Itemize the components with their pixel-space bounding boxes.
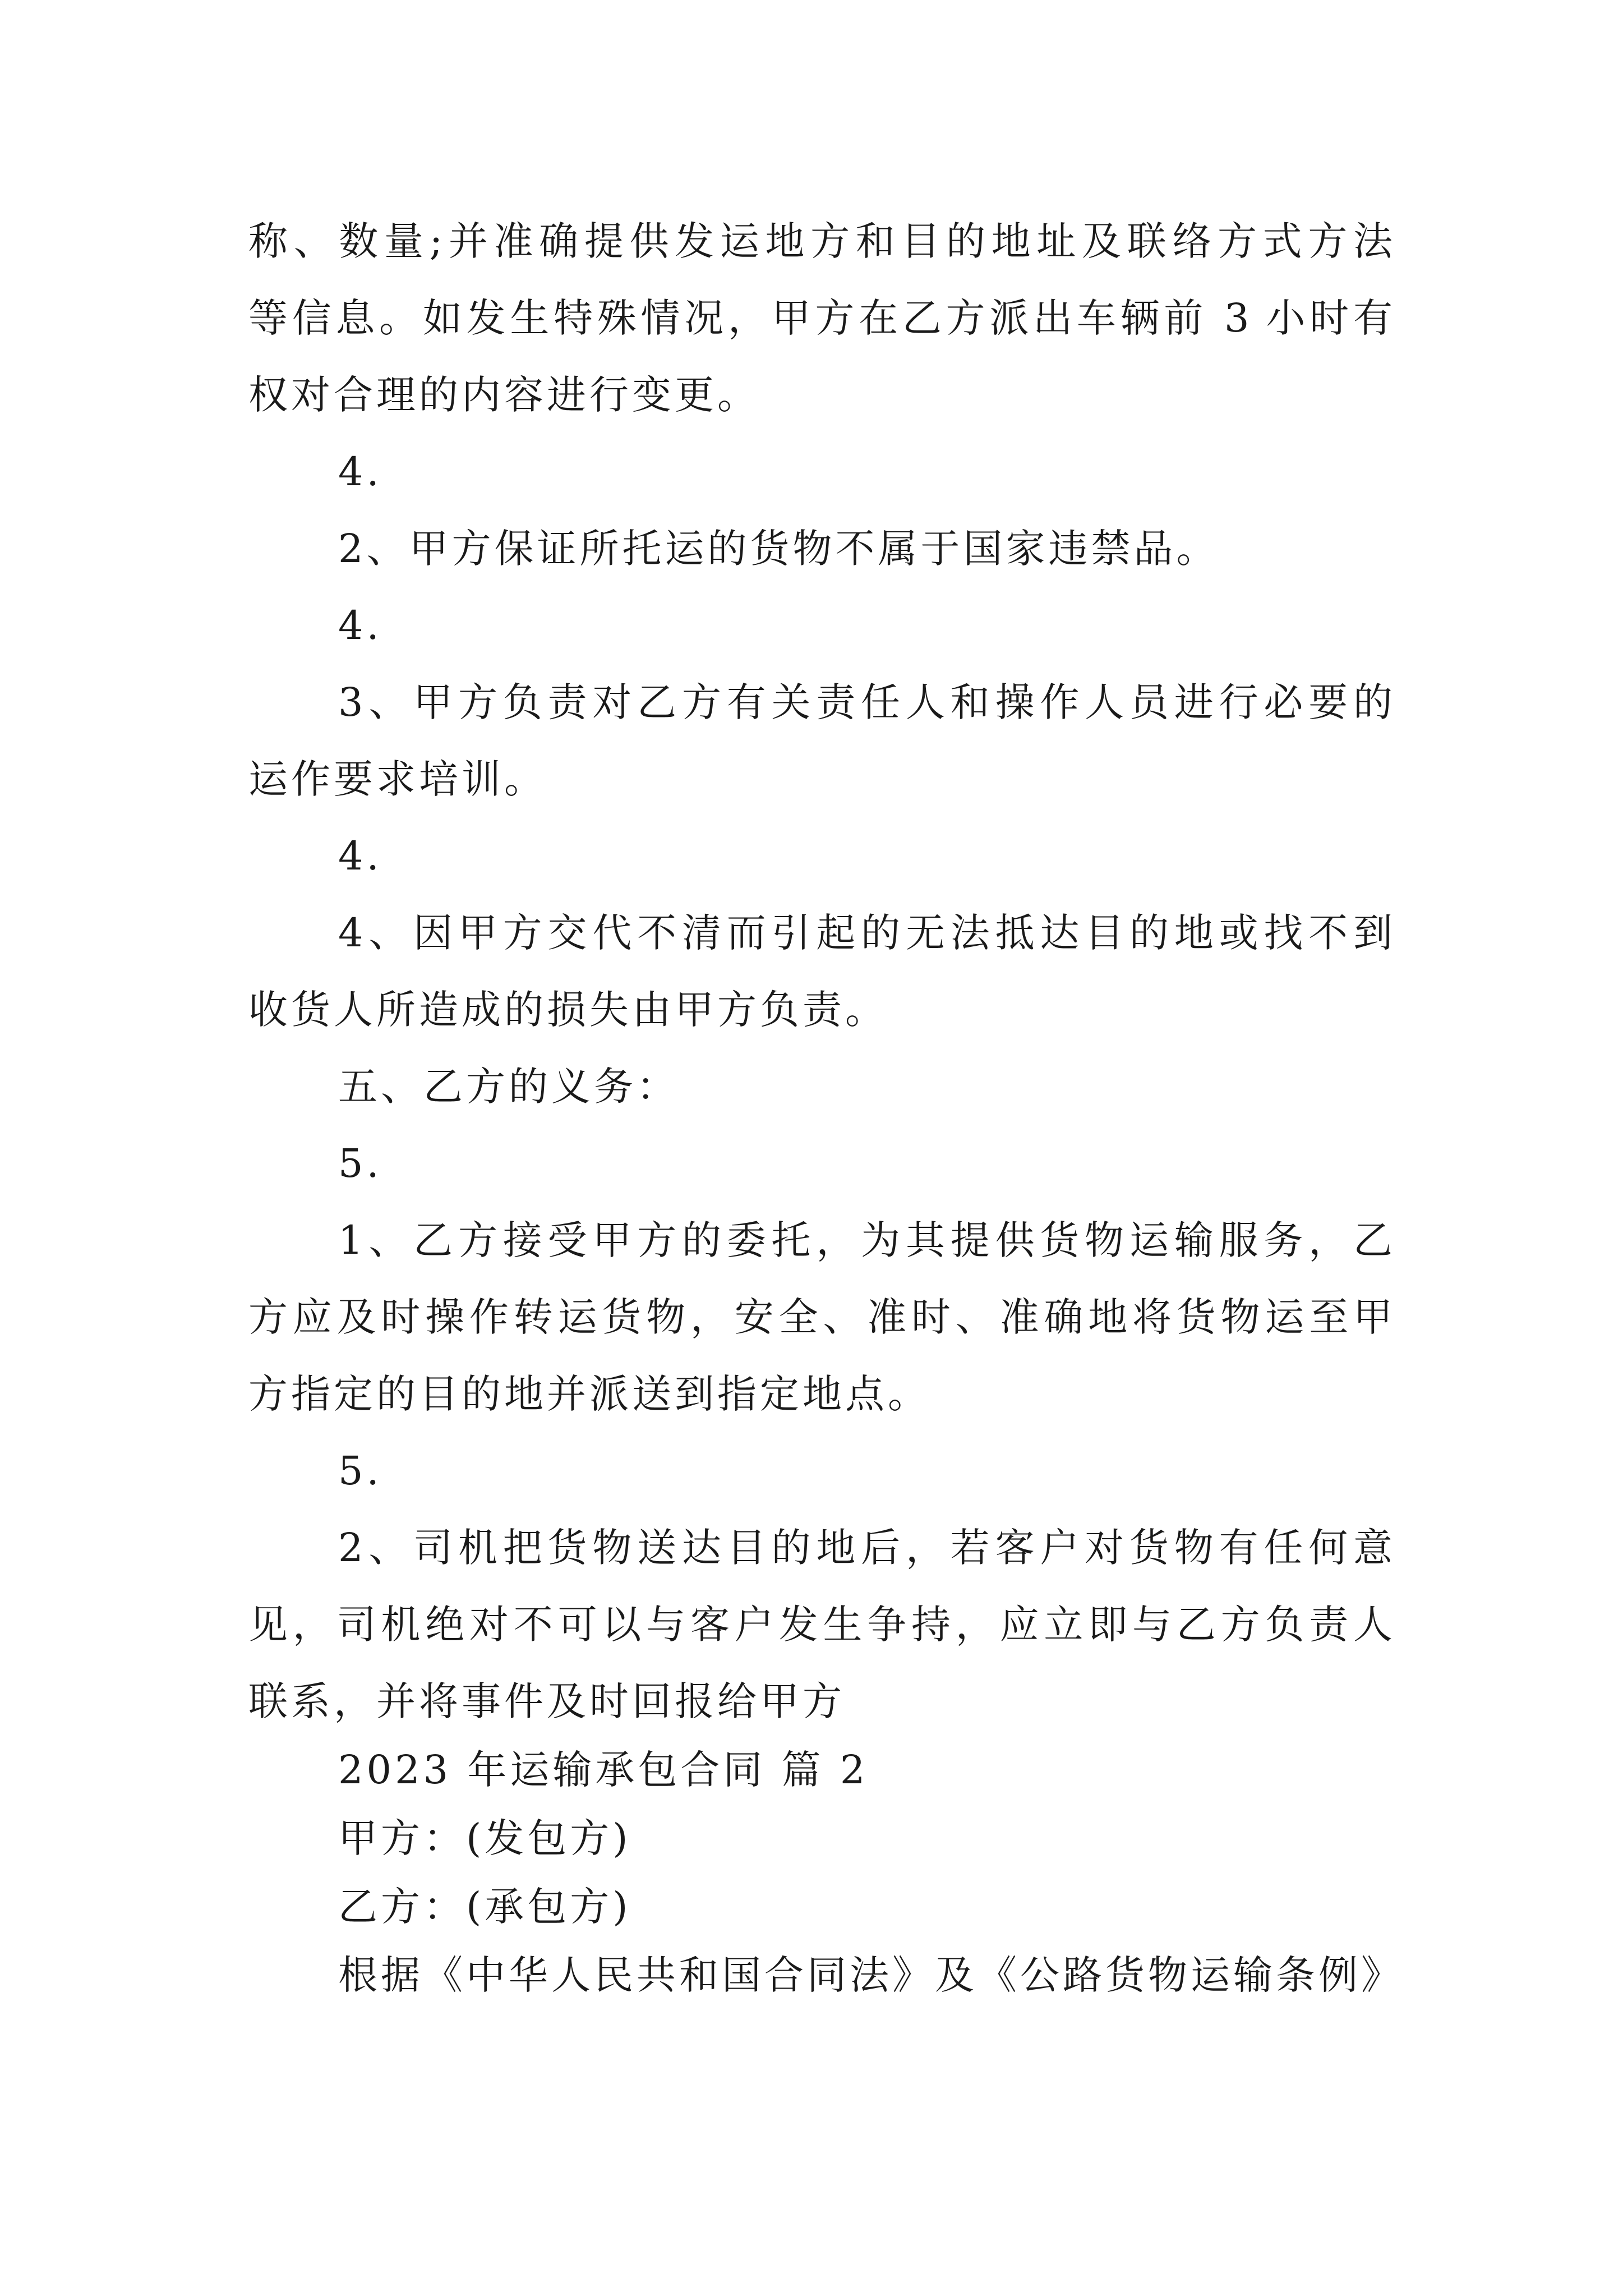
paragraph-line: 收货人所造成的损失由甲方负责。 (248, 987, 888, 1033)
paragraph-line: 4、因甲方交代不清而引起的无法抵达目的地或找不到 (338, 910, 1393, 956)
paragraph-line: 根据《中华人民共和国合同法》及《公路货物运输条例》 (338, 1952, 1404, 1998)
paragraph-line: 等信息。如发生特殊情况，甲方在乙方派出车辆前 3 小时有 (248, 295, 1393, 341)
paragraph-line: 权对合理的内容进行变更。 (248, 372, 760, 418)
paragraph-line: 方应及时操作转运货物，安全、准时、准确地将货物运至甲 (248, 1294, 1393, 1340)
paragraph-line: 见，司机绝对不可以与客户发生争持，应立即与乙方负责人 (248, 1602, 1393, 1648)
section-number: 4. (338, 449, 382, 495)
paragraph-line: 2、司机把货物送达目的地后，若客户对货物有任何意 (338, 1525, 1393, 1571)
paragraph-line: 运作要求培训。 (248, 756, 547, 802)
document-body (248, 213, 1404, 2024)
section-number: 5. (338, 1140, 382, 1186)
paragraph-line: 方指定的目的地并派送到指定地点。 (248, 1371, 930, 1417)
section-number: 4. (338, 833, 382, 879)
paragraph-line: 2、甲方保证所托运的货物不属于国家违禁品。 (338, 526, 1219, 572)
paragraph-line: 称、数量;并准确提供发运地方和目的地址及联络方式方法 (248, 218, 1393, 264)
contract-title: 2023 年运输承包合同 篇 2 (338, 1747, 869, 1793)
paragraph-line: 3、甲方负责对乙方有关责任人和操作人员进行必要的 (338, 679, 1393, 725)
paragraph-line: 联系，并将事件及时回报给甲方 (248, 1678, 845, 1724)
party-b-line: 乙方：(承包方) (338, 1884, 631, 1930)
party-a-line: 甲方：(发包方) (338, 1815, 631, 1861)
section-heading: 五、乙方的义务： (338, 1064, 679, 1110)
section-number: 5. (338, 1448, 382, 1494)
section-number: 4. (338, 602, 382, 648)
paragraph-line: 1、乙方接受甲方的委托，为其提供货物运输服务，乙 (338, 1217, 1393, 1263)
